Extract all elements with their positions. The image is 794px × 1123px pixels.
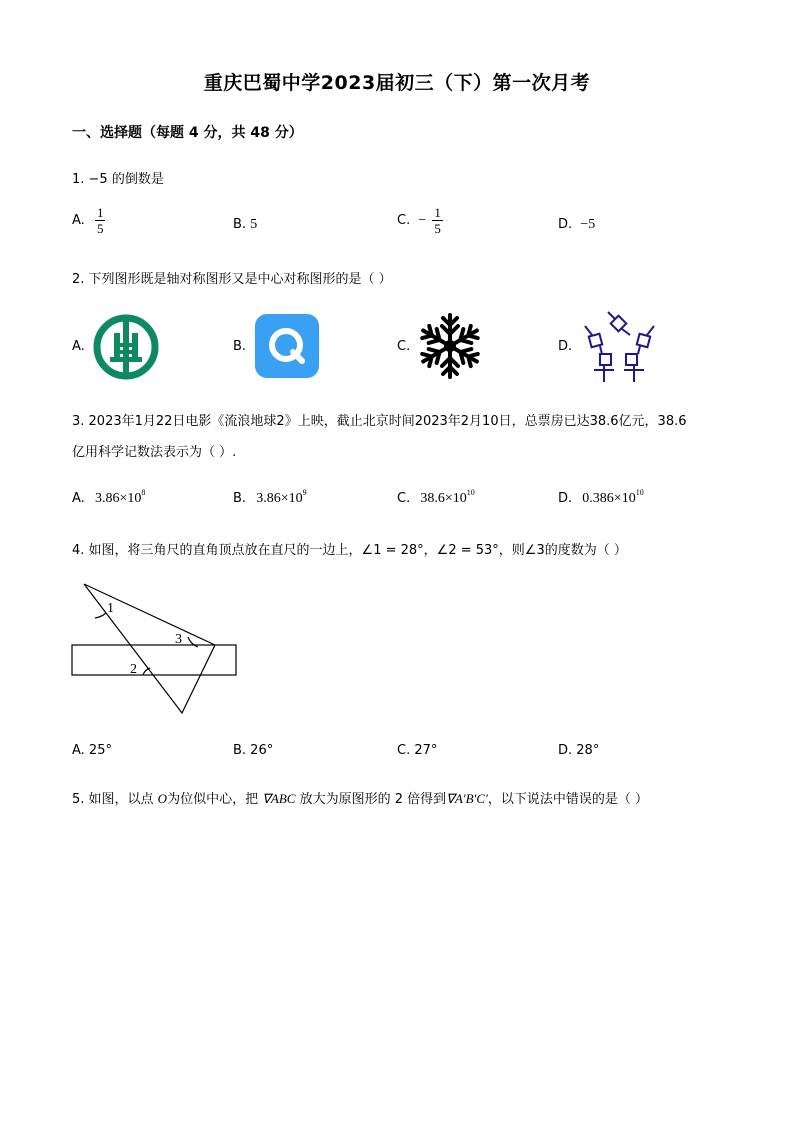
option-label: D. bbox=[558, 491, 573, 506]
section-heading: 一、选择题（每题 4 分，共 48 分） bbox=[72, 125, 303, 141]
q2-option-a-label: A. bbox=[72, 339, 85, 354]
denominator: 5 bbox=[434, 221, 441, 236]
q3-option-d[interactable] bbox=[558, 488, 644, 507]
base: 0.386×10 bbox=[582, 491, 636, 506]
option-label: B. bbox=[233, 217, 247, 232]
q4-option-c[interactable]: C. 27° bbox=[397, 743, 438, 758]
angle-2-label: 2 bbox=[130, 662, 137, 677]
angle-1-label: 1 bbox=[107, 601, 114, 616]
q4-option-a[interactable]: A. 25° bbox=[72, 743, 112, 758]
question-2-stem: 2. 下列图形既是轴对称图形又是中心对称图形的是（ ） bbox=[72, 272, 392, 287]
pattern-icon[interactable] bbox=[580, 308, 660, 390]
q4-option-b[interactable]: B. 26° bbox=[233, 743, 274, 758]
question-3-stem-line2: 亿用科学记数法表示为（ ）. bbox=[72, 445, 237, 460]
question-3-stem-line1: 3. 2023年1月22日电影《流浪地球2》上映，截止北京时间2023年2月10日，总票房已达38.6亿元，38.6 bbox=[72, 414, 687, 429]
q2-option-b-label: B. bbox=[233, 339, 247, 354]
q3-option-c[interactable] bbox=[397, 488, 475, 507]
triangle-abc: ∇ABC bbox=[262, 791, 296, 806]
option-value: −5 bbox=[580, 217, 596, 232]
fraction bbox=[432, 205, 443, 236]
q3-option-b[interactable] bbox=[233, 488, 307, 507]
q3-option-a[interactable] bbox=[72, 488, 145, 507]
exponent: 10 bbox=[635, 488, 644, 497]
q-app-icon[interactable] bbox=[255, 314, 319, 382]
option-label: A. bbox=[72, 213, 85, 228]
triangle-a-prime: ∇A′B′C′ bbox=[446, 791, 488, 806]
denominator: 5 bbox=[96, 221, 104, 236]
bank-logo-icon[interactable] bbox=[92, 313, 160, 385]
q1-option-d[interactable] bbox=[558, 217, 595, 233]
option-value: 5 bbox=[250, 217, 258, 232]
q1-option-b[interactable] bbox=[233, 217, 257, 233]
q1-option-a[interactable] bbox=[72, 205, 105, 236]
minus-sign: − bbox=[418, 213, 427, 228]
stem-text: 为位似中心，把 bbox=[167, 792, 263, 807]
option-label: C. bbox=[397, 213, 411, 228]
option-value bbox=[582, 488, 644, 506]
page-title: 重庆巴蜀中学2023届初三（下）第一次月考 bbox=[203, 72, 591, 94]
point-o: O bbox=[157, 791, 168, 806]
q1-option-c[interactable] bbox=[397, 205, 443, 236]
exponent: 10 bbox=[466, 488, 475, 497]
q2-option-d-label: D. bbox=[558, 339, 573, 354]
q4-option-d[interactable]: D. 28° bbox=[558, 743, 600, 758]
option-label: B. bbox=[233, 491, 247, 506]
option-label: C. bbox=[397, 491, 411, 506]
fraction bbox=[95, 205, 106, 236]
q2-option-c-label: C. bbox=[397, 339, 411, 354]
base: 3.86×10 bbox=[94, 491, 142, 506]
snowflake-icon[interactable] bbox=[415, 311, 485, 385]
question-4-stem: 4. 如图，将三角尺的直角顶点放在直尺的一边上，∠1 = 28°，∠2 = 53°，则∠3的度数为（ ） bbox=[72, 543, 627, 558]
numerator: 1 bbox=[434, 205, 441, 220]
option-value bbox=[420, 488, 475, 506]
stem-text: 5. 如图，以点 bbox=[72, 792, 158, 807]
base: 3.86×10 bbox=[256, 491, 303, 506]
ruler-triangle-figure bbox=[70, 580, 245, 724]
base: 38.6×10 bbox=[420, 491, 467, 506]
question-1-stem: 1. −5 的倒数是 bbox=[72, 172, 164, 187]
option-value bbox=[256, 488, 307, 506]
numerator: 1 bbox=[96, 205, 104, 220]
stem-text: 放大为原图形的 2 倍得到 bbox=[295, 792, 447, 807]
stem-text: ，以下说法中错误的是（ ） bbox=[487, 792, 649, 807]
option-label: A. bbox=[72, 491, 85, 506]
angle-3-label: 3 bbox=[175, 632, 182, 647]
option-value bbox=[94, 488, 146, 506]
exponent: 9 bbox=[302, 488, 307, 497]
question-5-stem bbox=[72, 788, 648, 807]
exponent: 8 bbox=[141, 488, 146, 497]
option-label: D. bbox=[558, 217, 573, 232]
